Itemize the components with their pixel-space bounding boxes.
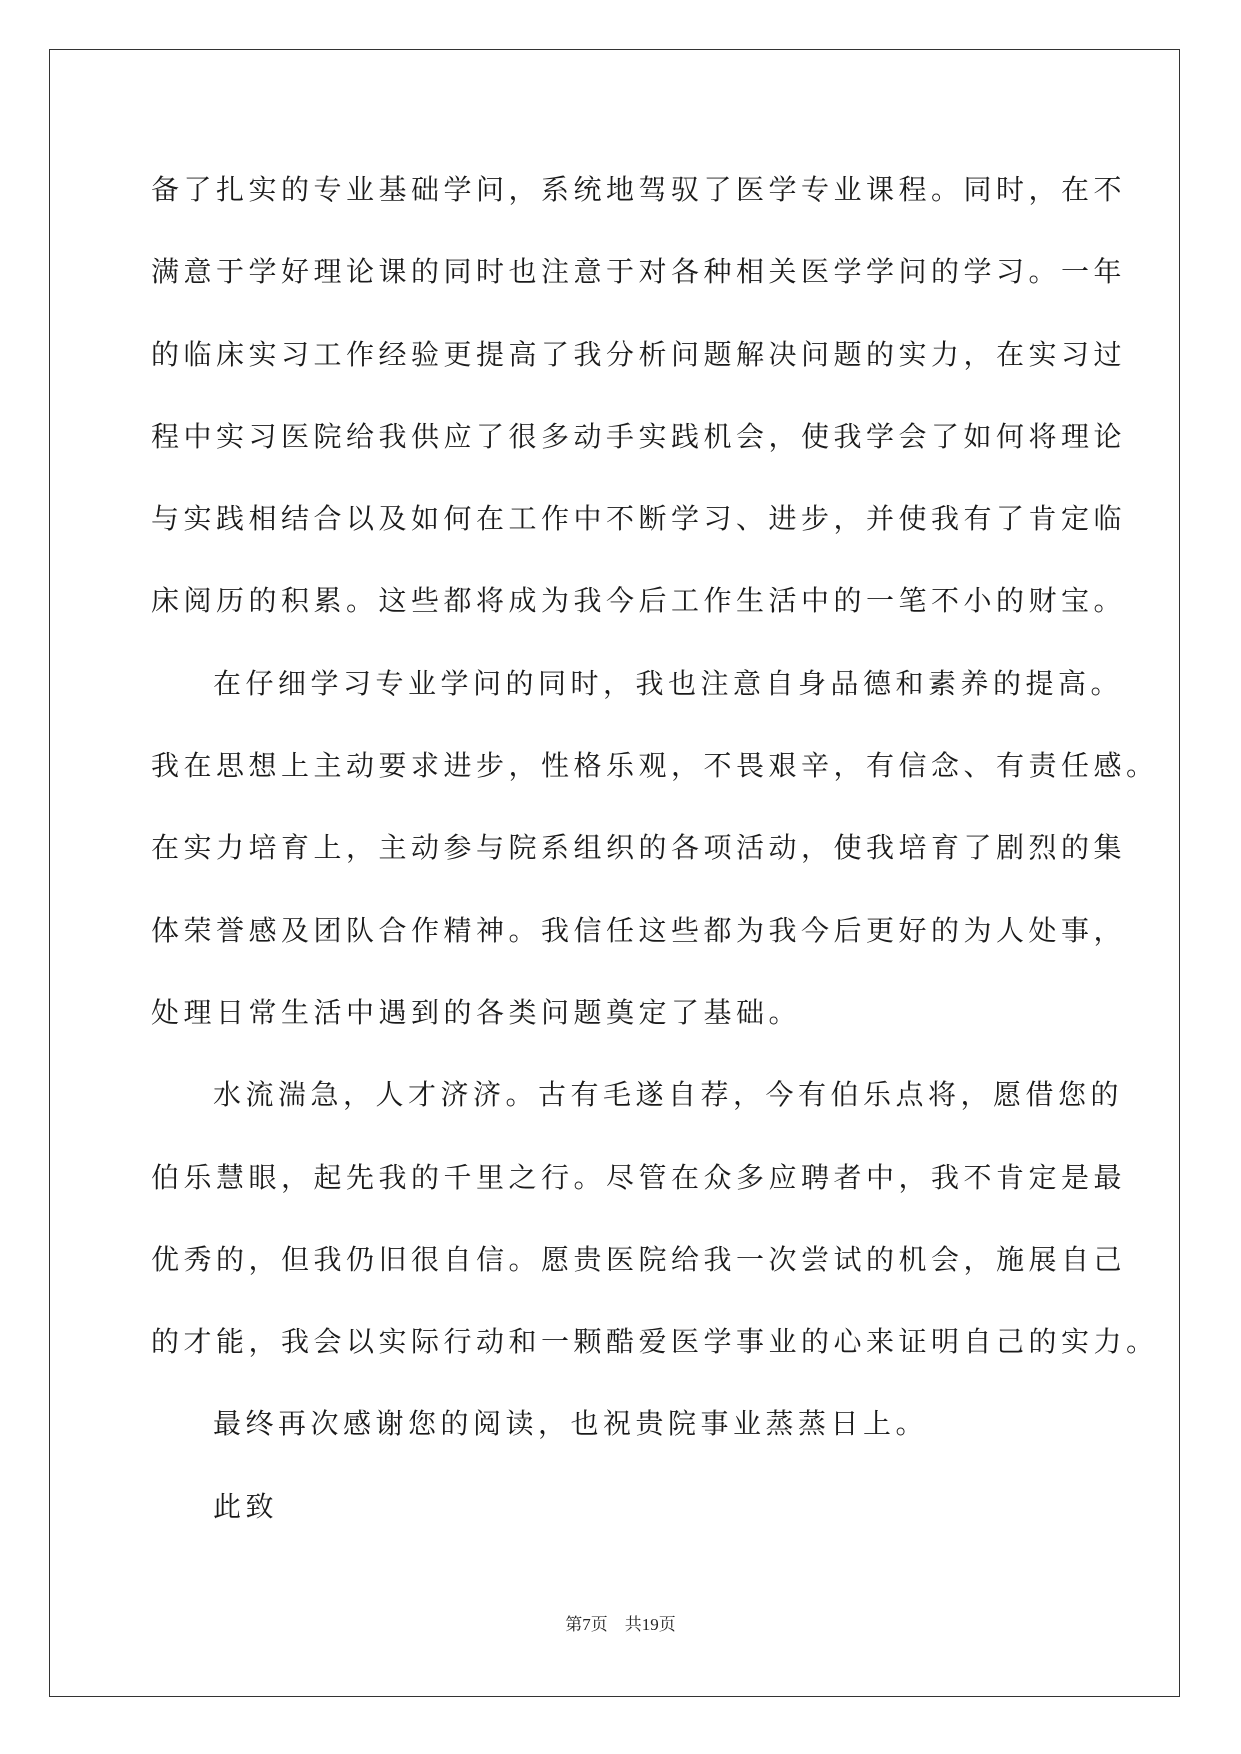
text-line: 我在思想上主动要求进步，性格乐观，不畏艰辛，有信念、有责任感。	[151, 749, 1159, 783]
text-line: 处理日常生活中遇到的各类问题奠定了基础。	[151, 995, 802, 1029]
text-line: 体荣誉感及团队合作精神。我信任这些都为我今后更好的为人处事，	[151, 913, 1127, 947]
text-line: 在仔细学习专业学问的同时，我也注意自身品德和素养的提高。	[213, 666, 1124, 700]
text-line: 备了扎实的专业基础学问，系统地驾驭了医学专业课程。同时，在不	[151, 173, 1127, 206]
page-total: 共19页	[624, 1615, 676, 1634]
text-line: 程中实习医院给我供应了很多动手实践机会，使我学会了如何将理论	[151, 419, 1127, 453]
text-line: 在实力培育上，主动参与院系组织的各项活动，使我培育了剧烈的集	[151, 831, 1127, 865]
text-line: 此致	[213, 1489, 279, 1523]
text-line: 的才能，我会以实际行动和一颗酷爱医学事业的心来证明自己的实力。	[151, 1325, 1159, 1359]
page-number: 第7页	[565, 1615, 608, 1634]
document-body	[151, 158, 1159, 1557]
text-line: 的临床实习工作经验更提高了我分析问题解决问题的实力，在实习过	[151, 337, 1127, 371]
text-line: 伯乐慧眼，起先我的千里之行。尽管在众多应聘者中，我不肯定是最	[151, 1160, 1127, 1194]
text-line: 床阅历的积累。这些都将成为我今后工作生活中的一笔不小的财宝。	[151, 584, 1127, 618]
text-line: 最终再次感谢您的阅读，也祝贵院事业蒸蒸日上。	[213, 1407, 929, 1441]
text-line: 优秀的，但我仍旧很自信。愿贵医院给我一次尝试的机会，施展自己	[151, 1242, 1127, 1276]
text-line: 水流湍急，人才济济。古有毛遂自荐，今有伯乐点将，愿借您的	[213, 1078, 1124, 1112]
text-line: 满意于学好理论课的同时也注意于对各种相关医学学问的学习。一年	[151, 255, 1127, 289]
page-footer	[0, 1610, 1241, 1635]
text-line: 与实践相结合以及如何在工作中不断学习、进步，并使我有了肯定临	[151, 502, 1127, 536]
